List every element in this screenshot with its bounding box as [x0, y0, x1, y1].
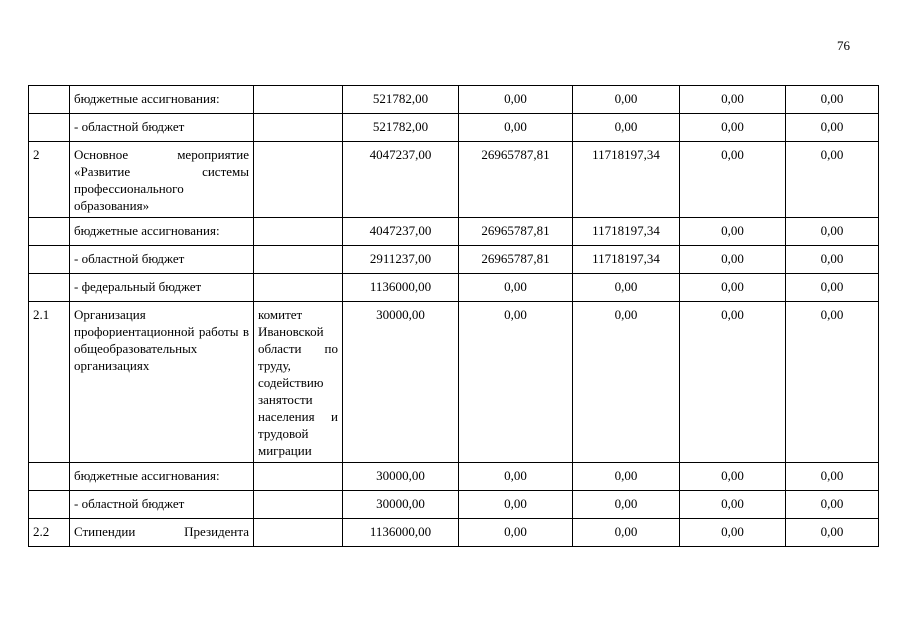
row-responsible [254, 519, 343, 547]
value-cell: 0,00 [786, 491, 879, 519]
value-cell: 0,00 [680, 463, 786, 491]
table-row [29, 246, 879, 274]
value-cell: 4047237,00 [343, 142, 459, 218]
value-cell: 11718197,34 [573, 218, 680, 246]
row-number: 2.1 [29, 302, 70, 463]
value-cell: 0,00 [680, 86, 786, 114]
table-row [29, 519, 879, 547]
row-name: Стипендии Президента [70, 519, 254, 547]
value-cell: 0,00 [459, 302, 573, 463]
value-cell: 0,00 [786, 302, 879, 463]
row-name: бюджетные ассигнования: [70, 218, 254, 246]
value-cell: 0,00 [573, 86, 680, 114]
row-number: 2.2 [29, 519, 70, 547]
value-cell: 0,00 [680, 246, 786, 274]
value-cell: 30000,00 [343, 302, 459, 463]
value-cell: 0,00 [573, 463, 680, 491]
value-cell: 0,00 [786, 142, 879, 218]
value-cell: 0,00 [459, 491, 573, 519]
row-name: - областной бюджет [70, 246, 254, 274]
value-cell: 521782,00 [343, 114, 459, 142]
row-name: - областной бюджет [70, 491, 254, 519]
value-cell: 30000,00 [343, 463, 459, 491]
row-number [29, 218, 70, 246]
value-cell: 0,00 [786, 519, 879, 547]
value-cell: 0,00 [786, 86, 879, 114]
value-cell: 0,00 [680, 302, 786, 463]
table-row [29, 274, 879, 302]
value-cell: 0,00 [680, 491, 786, 519]
value-cell: 0,00 [573, 274, 680, 302]
value-cell: 0,00 [680, 142, 786, 218]
value-cell: 0,00 [459, 274, 573, 302]
row-responsible [254, 463, 343, 491]
row-number [29, 463, 70, 491]
row-responsible [254, 246, 343, 274]
row-number [29, 491, 70, 519]
row-responsible [254, 491, 343, 519]
value-cell: 0,00 [680, 114, 786, 142]
value-cell: 0,00 [786, 274, 879, 302]
row-name: - областной бюджет [70, 114, 254, 142]
row-number [29, 274, 70, 302]
row-responsible [254, 274, 343, 302]
value-cell: 11718197,34 [573, 142, 680, 218]
value-cell: 0,00 [680, 218, 786, 246]
value-cell: 2911237,00 [343, 246, 459, 274]
value-cell: 0,00 [786, 218, 879, 246]
table-row [29, 302, 879, 463]
value-cell: 0,00 [459, 114, 573, 142]
table-row [29, 491, 879, 519]
row-responsible: комитет Ивановской области по труду, содействию занятости населения и трудовой миграции [254, 302, 343, 463]
value-cell: 26965787,81 [459, 218, 573, 246]
table-row [29, 86, 879, 114]
row-number: 2 [29, 142, 70, 218]
value-cell: 26965787,81 [459, 142, 573, 218]
value-cell: 1136000,00 [343, 519, 459, 547]
row-name: бюджетные ассигнования: [70, 463, 254, 491]
value-cell: 11718197,34 [573, 246, 680, 274]
value-cell: 4047237,00 [343, 218, 459, 246]
value-cell: 30000,00 [343, 491, 459, 519]
value-cell: 0,00 [680, 274, 786, 302]
row-responsible [254, 218, 343, 246]
value-cell: 0,00 [459, 463, 573, 491]
page-number: 76 [837, 38, 850, 53]
table-row [29, 218, 879, 246]
row-responsible [254, 114, 343, 142]
value-cell: 521782,00 [343, 86, 459, 114]
value-cell: 0,00 [459, 519, 573, 547]
value-cell: 0,00 [573, 519, 680, 547]
row-responsible [254, 142, 343, 218]
table-row [29, 142, 879, 218]
table-row [29, 463, 879, 491]
row-name: бюджетные ассигнования: [70, 86, 254, 114]
value-cell: 0,00 [786, 114, 879, 142]
value-cell: 0,00 [573, 491, 680, 519]
row-name: - федеральный бюджет [70, 274, 254, 302]
value-cell: 0,00 [786, 246, 879, 274]
value-cell: 26965787,81 [459, 246, 573, 274]
row-responsible [254, 86, 343, 114]
row-number [29, 114, 70, 142]
row-number [29, 86, 70, 114]
value-cell: 0,00 [459, 86, 573, 114]
row-name: Организация профориентационной работы в общеобразовательных организациях [70, 302, 254, 463]
value-cell: 0,00 [680, 519, 786, 547]
table-row [29, 114, 879, 142]
budget-table [28, 85, 879, 547]
value-cell: 0,00 [573, 302, 680, 463]
value-cell: 1136000,00 [343, 274, 459, 302]
value-cell: 0,00 [786, 463, 879, 491]
row-number [29, 246, 70, 274]
value-cell: 0,00 [573, 114, 680, 142]
row-name: Основное мероприятие «Развитие системы профессионального образования» [70, 142, 254, 218]
